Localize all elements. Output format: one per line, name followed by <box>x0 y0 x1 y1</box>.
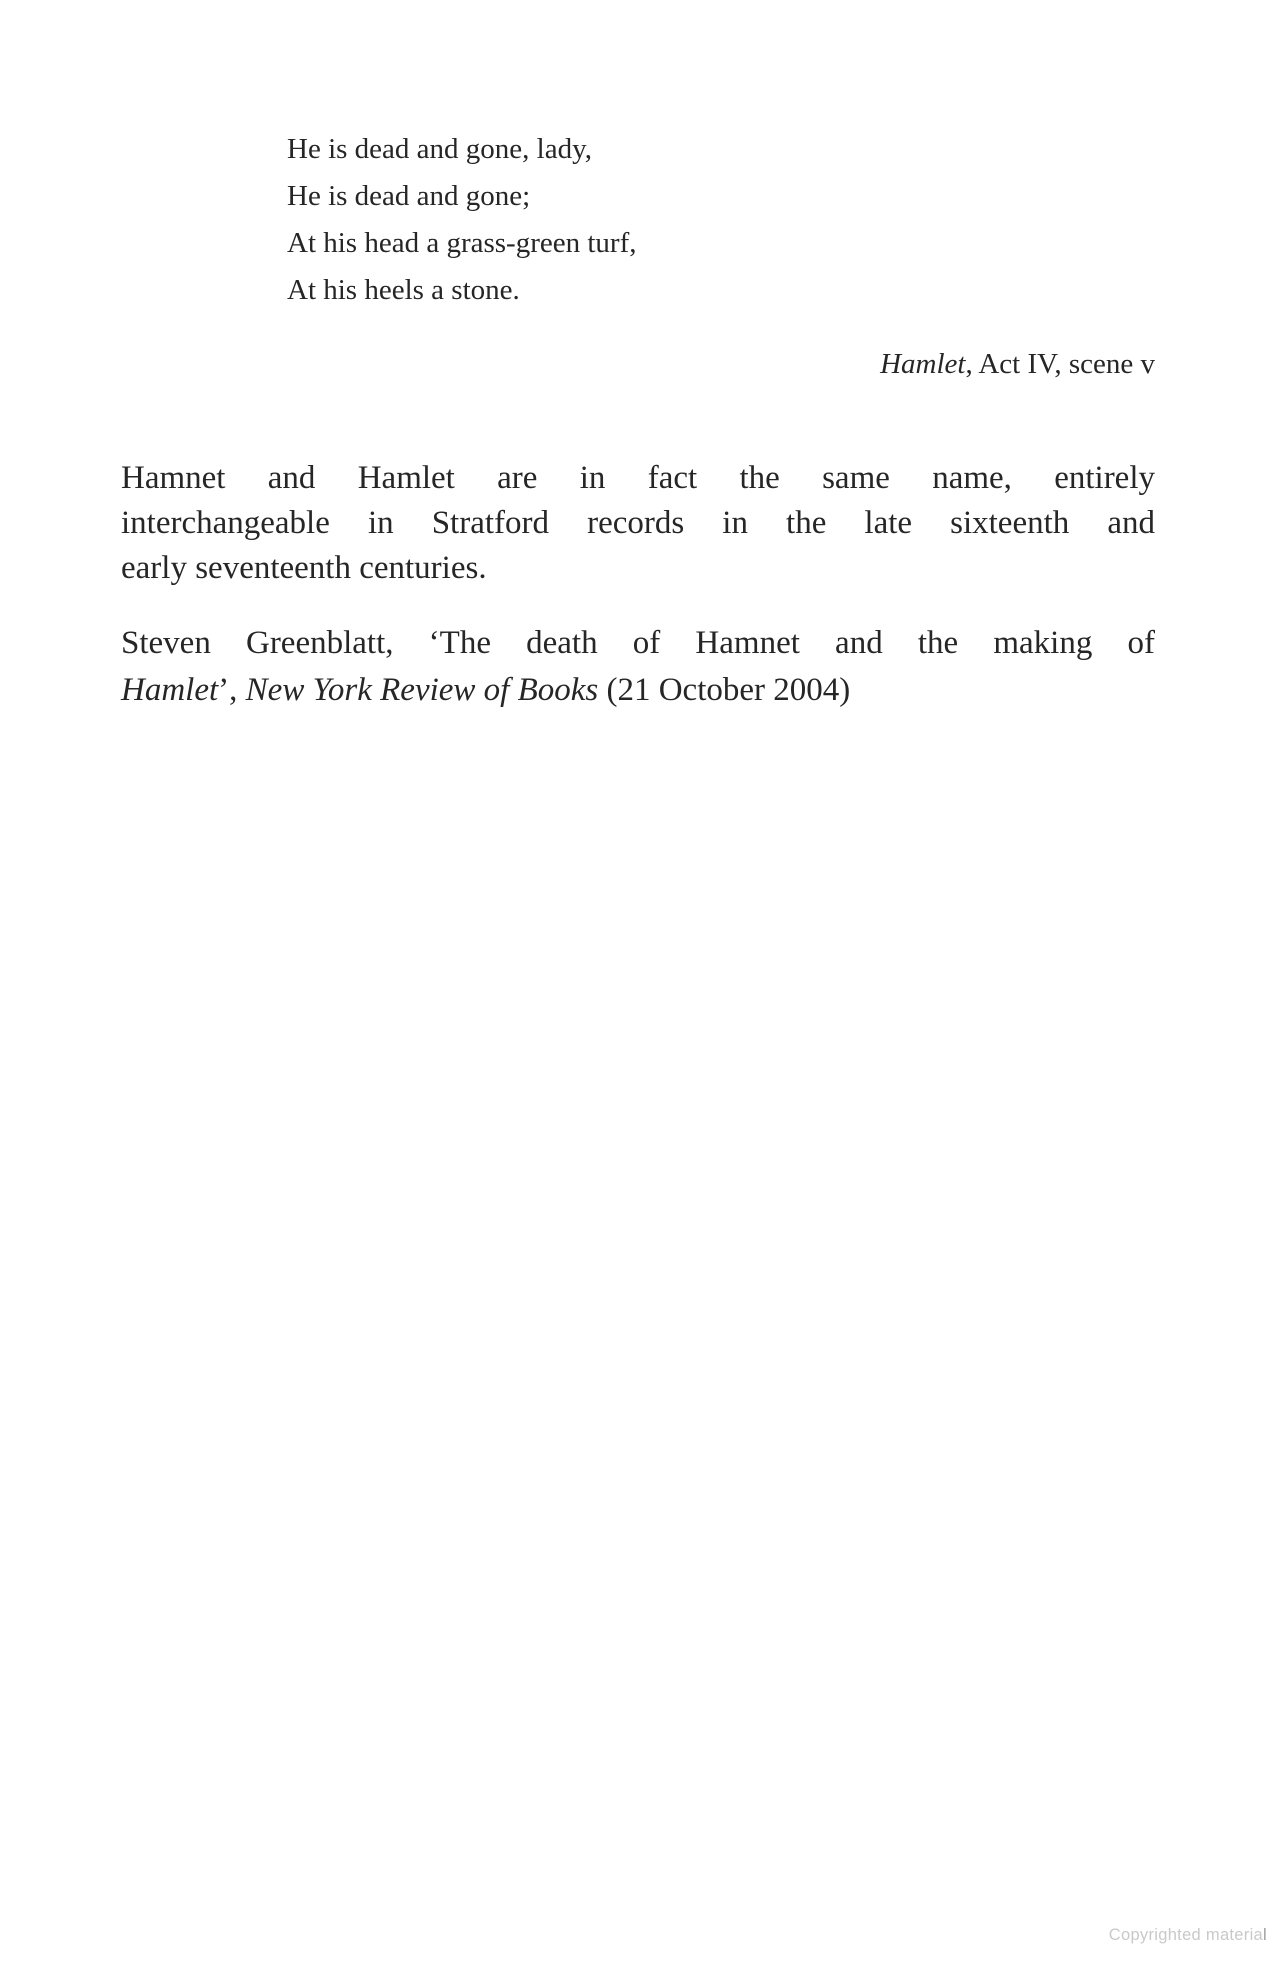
citation-line <box>121 667 1155 714</box>
watermark-text-end: l <box>1263 1926 1267 1944</box>
attribution-act-scene: , Act IV, scene v <box>965 348 1155 380</box>
citation-line: Steven Greenblatt, ‘The death of Hamnet and the making of <box>121 625 1155 661</box>
paragraph-line: interchangeable in Stratford records in the late sixteenth and <box>121 505 1155 541</box>
poem-epigraph <box>287 126 637 314</box>
attribution-work-title: Hamlet <box>880 348 966 380</box>
poem-line: He is dead and gone; <box>287 180 531 212</box>
citation-separator: ’, <box>218 672 246 708</box>
paragraph-line: Hamnet and Hamlet are in fact the same name, entirely <box>121 460 1155 496</box>
citation-paragraph <box>121 620 1155 714</box>
poem-line: He is dead and gone, lady, <box>287 133 592 165</box>
copyright-watermark <box>1109 1926 1267 1945</box>
citation-date: (21 October 2004) <box>598 672 851 708</box>
poem-attribution <box>121 344 1155 384</box>
citation-publication: New York Review of Books <box>245 672 599 708</box>
paragraph-line: early seventeenth centuries. <box>121 550 487 586</box>
poem-line: At his head a grass-green turf, <box>287 227 637 259</box>
poem-line: At his heels a stone. <box>287 274 520 306</box>
watermark-text: Copyrighted materia <box>1108 1926 1264 1944</box>
citation-work-title: Hamlet <box>121 672 219 708</box>
main-paragraph <box>121 456 1155 591</box>
